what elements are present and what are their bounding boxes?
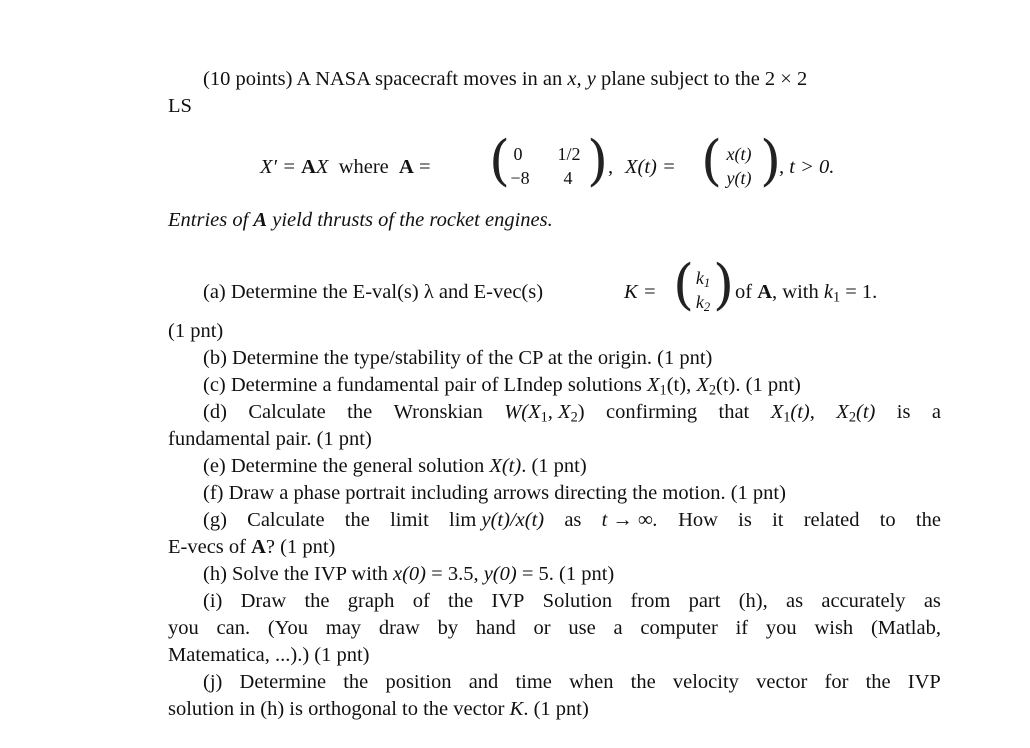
entries-A: A (253, 209, 268, 231)
problem-intro-line (203, 68, 807, 91)
part-g-line-2: E-vecs of A? (1 pnt) (168, 536, 336, 558)
k-vector-k1: $k_1$ (695, 268, 711, 291)
equation-equals: = (418, 156, 431, 178)
equation-lhs (260, 156, 431, 179)
part-a-K: K = (624, 281, 657, 303)
part-i-line-2: you can. (You may draw by hand or use a computer if you wish (Matlab, (168, 617, 941, 639)
matrix-cell-11: 0 (513, 144, 523, 164)
equation-X: X (315, 156, 329, 178)
entries-text-b: yield thrusts of the rocket engines. (272, 209, 553, 231)
entries-line (168, 209, 553, 232)
intro-text-b: plane subject to the 2 × 2 (600, 68, 808, 90)
vector-right-paren: ) (760, 129, 782, 192)
part-j-line-1: (j) Determine the position and time when the velocity vector for the IVP (203, 671, 941, 693)
vector-x: x(t) (726, 144, 752, 164)
equation-A: A (301, 156, 316, 178)
part-d-line-2: fundamental pair. (1 pnt) (168, 428, 372, 450)
part-a-text: (a) Determine the E-val(s) λ and E-vec(s) (203, 281, 544, 303)
equation-A-bold: A (399, 156, 414, 178)
part-b: (b) Determine the type/stability of the CP at the origin. (1 pnt) (203, 347, 713, 369)
part-c: (c) Determine a fundamental pair of LIndep solutions $X_1(t)$, $X_2(t)$. (1 pnt) (203, 374, 801, 399)
part-d-line-1: (d) Calculate the Wronskian $W(X_1$, $X_2$) confirming that $X_1(t)$, $X_2(t)$ is a (203, 401, 941, 426)
matrix-cell-12: 1/2 (557, 144, 581, 164)
vector-y: y(t) (726, 168, 752, 188)
intro-text-a: (10 points) A NASA spacecraft moves in an (203, 68, 563, 90)
wronskian-expr: $W(X_1$, $X_2$) (504, 401, 585, 426)
vector-X (716, 140, 762, 192)
equation-condition: , t > 0. (779, 156, 835, 178)
equation-comma: , (608, 156, 614, 178)
intro-text-c: LS (168, 95, 192, 117)
k-vector-k2: $k_2$ (695, 292, 711, 315)
part-j-line-2: solution in (h) is orthogonal to the vector K. (1 pnt) (168, 698, 589, 720)
equation-Xt: X(t) = (625, 156, 676, 178)
problem-intro-line-2 (168, 95, 192, 118)
equation-where: where (338, 156, 389, 178)
part-f: (f) Draw a phase portrait including arrows directing the motion. (1 pnt) (203, 482, 786, 504)
part-a-tail: of A, with $k_1 = 1$. (735, 281, 878, 306)
matrix-right-paren: ) (587, 129, 609, 192)
matrix-A (505, 140, 591, 192)
part-a-points: (1 pnt) (168, 320, 224, 342)
k-vector-left-paren: ( (673, 253, 695, 316)
matrix-cell-22: 4 (563, 168, 573, 188)
part-h: (h) Solve the IVP with x(0) = 3.5, y(0) = 5. (1 pnt) (203, 563, 615, 585)
part-i-line-3: Matematica, ...).) (1 pnt) (168, 644, 370, 666)
vector-left-paren: ( (701, 129, 723, 192)
matrix-left-paren: ( (489, 129, 511, 192)
intro-vars: x, y (567, 68, 596, 90)
matrix-cell-21: −8 (510, 168, 530, 188)
entries-text-a: Entries of (168, 209, 249, 231)
part-e: (e) Determine the general solution X(t). (1 pnt) (203, 455, 587, 477)
k-vector-right-paren: ) (713, 253, 735, 316)
part-g-line-1: (g) Calculate the limit lim y(t)/x(t) as t → ∞. How is it related to the (203, 509, 941, 531)
equation-xprime: X′ = (260, 156, 302, 178)
part-i-line-1: (i) Draw the graph of the IVP Solution from part (h), as accurately as (203, 590, 941, 612)
